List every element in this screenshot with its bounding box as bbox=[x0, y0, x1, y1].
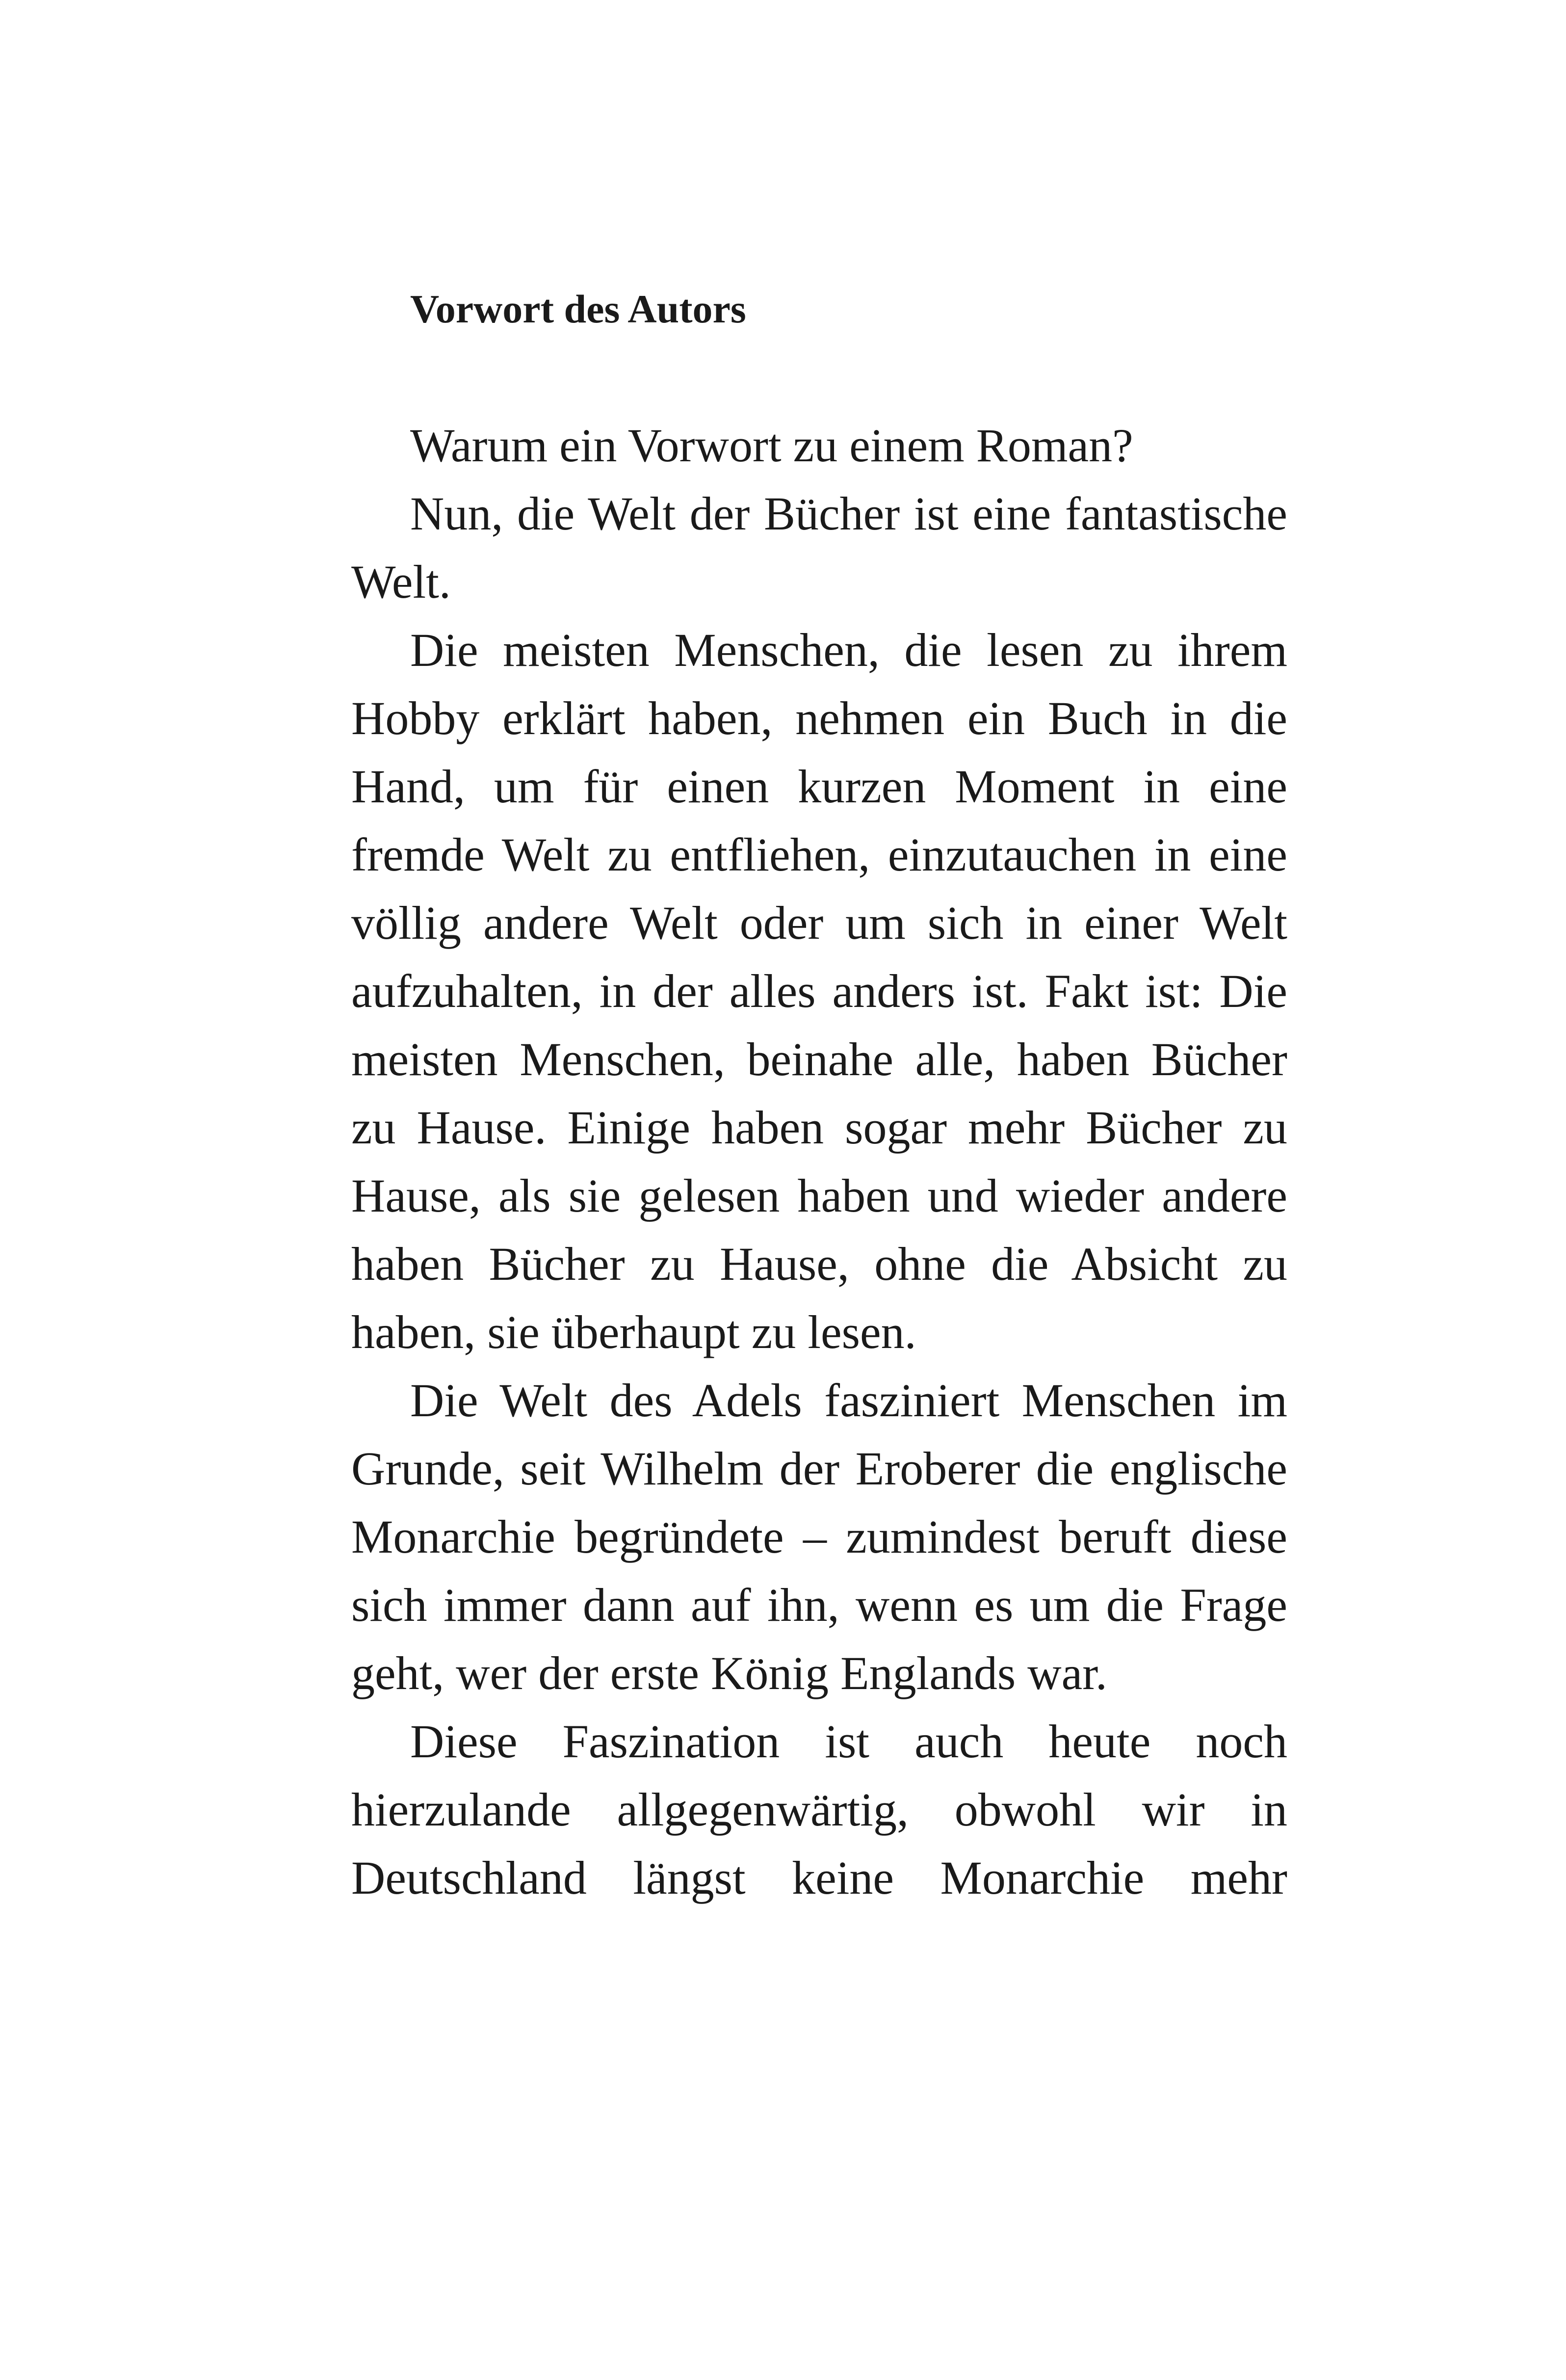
paragraph: Warum ein Vorwort zu einem Roman? bbox=[410, 419, 1133, 472]
page-text bbox=[351, 275, 1287, 1912]
paragraph: Die Welt des Adels fasziniert Menschen im Grunde, seit Wilhelm der Eroberer die englische Monarchie begründete – zumindest beruft diese sich immer dann auf ihn, wenn es um die Frage geht, wer der erste König Englands war. bbox=[351, 1374, 1287, 1699]
paragraph: Nun, die Welt der Bücher ist eine fantastische Welt. bbox=[351, 487, 1287, 608]
paragraph: Diese Faszination ist auch heute noch hierzulande allgegenwärtig, obwohl wir in Deutschland längst keine Monarchie mehr bbox=[351, 1715, 1287, 1904]
chapter-heading: Vorwort des Autors bbox=[410, 287, 746, 331]
paragraph: Die meisten Menschen, die lesen zu ihrem Hobby erklärt haben, nehmen ein Buch in die Hand, um für einen kurzen Moment in eine fremde Welt zu entfliehen, einzutauchen in eine völlig andere Welt oder um sich in einer Welt aufzuhalten, in der alles anders ist. Fakt ist: Die meisten Menschen, beinahe alle, haben Bücher zu Hause. Einige haben sogar mehr Bücher zu Hause, als sie gelesen haben und wieder andere haben Bücher zu Hause, ohne die Absicht zu haben, sie überhaupt zu lesen. bbox=[351, 624, 1287, 1358]
